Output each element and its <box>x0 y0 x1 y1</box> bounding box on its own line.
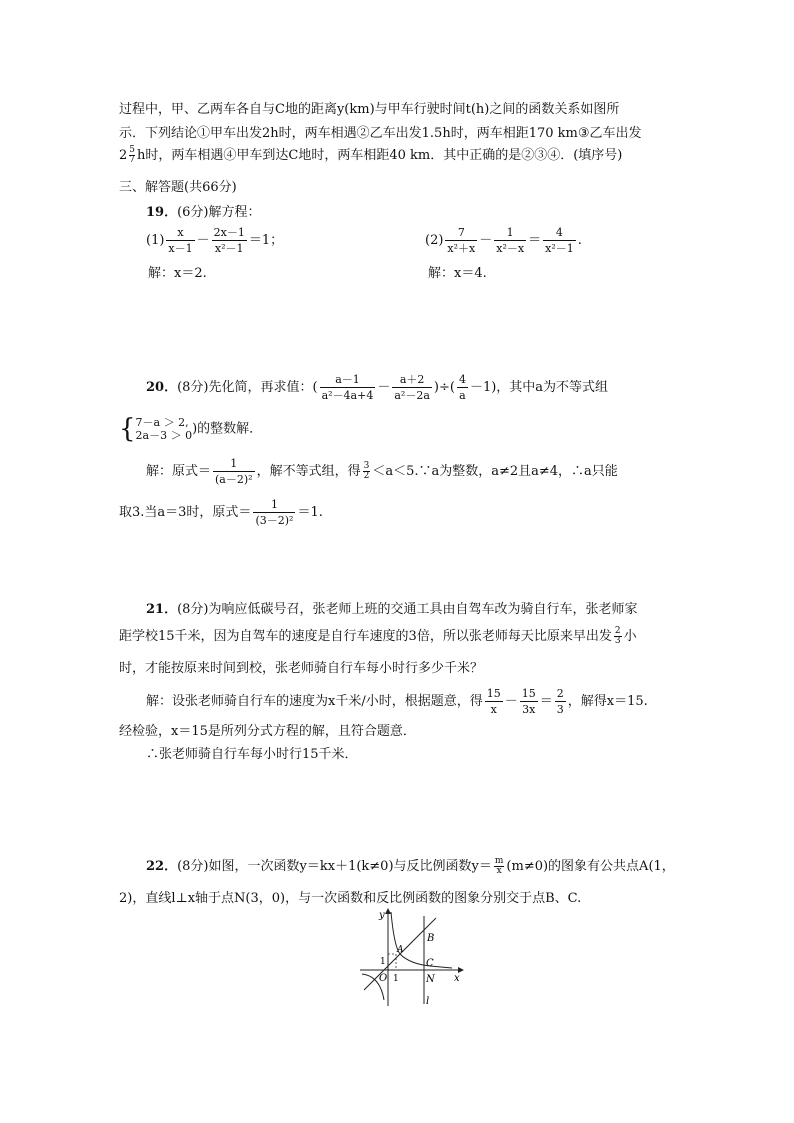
point-a-label: A <box>397 945 404 955</box>
q20-text-b: )÷( <box>433 380 455 395</box>
numerator: 2x－1 <box>213 226 245 239</box>
denominator: a <box>457 387 468 401</box>
q19-p2-label: (2) <box>425 233 444 248</box>
intro-line-1: 过程中，甲、乙两车各自与C地的距离y(km)与甲车行驶时间t(h)之间的函数关系如图所 <box>119 102 620 117</box>
numerator: 15 <box>521 687 536 700</box>
q19-part1 <box>146 227 283 254</box>
q21-ans-b: ，解得x＝15. <box>567 694 648 709</box>
x-axis-label: x <box>454 973 460 984</box>
fraction <box>445 227 477 254</box>
q20-answer-1 <box>146 458 618 485</box>
q19-part2 <box>425 227 582 254</box>
denominator: x²－1 <box>212 240 247 254</box>
q21-text-2a: 距学校15千米，因为自驾车的速度是自行车速度的3倍，所以张老师每天比原来早出发 <box>119 629 612 644</box>
q19-number: 19． <box>146 205 178 220</box>
numerator: 4 <box>555 226 563 239</box>
denominator: x²－x <box>496 242 525 255</box>
denominator: x <box>485 701 503 715</box>
fraction <box>213 458 255 485</box>
q19-p1-rhs: ＝1； <box>248 233 284 248</box>
numerator: a－1 <box>335 373 360 386</box>
tick-y-label: 1 <box>380 957 386 967</box>
fraction <box>555 688 566 715</box>
q21-line-3: 时，才能按原来时间到校，张老师骑自行车每小时行多少千米？ <box>119 661 484 676</box>
fraction <box>363 462 371 481</box>
q22-text-1a: 如图，一次函数y＝kx＋1(k≠0)与反比例函数y＝ <box>208 859 492 874</box>
q19-p1-label: (1) <box>146 233 165 248</box>
numerator: 15 <box>486 687 501 700</box>
q20-ans2-b: ＝1. <box>297 505 323 520</box>
q20-number: 20． <box>146 380 178 395</box>
denominator: x－1 <box>168 242 193 255</box>
q19-p1-answer: 解：x＝2. <box>148 266 207 281</box>
y-axis-label: y <box>379 910 385 921</box>
fraction <box>485 688 503 715</box>
numerator: 2 <box>556 687 564 700</box>
fraction <box>212 227 247 254</box>
origin-label: O <box>379 973 388 984</box>
point-b-label: B <box>427 933 435 944</box>
denominator: (a－2)² <box>215 473 253 486</box>
q22-number: 22． <box>146 859 178 874</box>
q22-text-1b: (m≠0)的图象有公共点A(1， <box>506 859 675 874</box>
numerator: 2 <box>614 626 621 636</box>
denominator: 2 <box>363 471 370 481</box>
equals: ＝ <box>528 233 542 248</box>
inequality-system <box>136 416 193 442</box>
fraction <box>457 374 468 401</box>
q20-line-2 <box>119 416 262 442</box>
q22-line-1 <box>146 857 675 876</box>
numerator: x <box>177 226 184 239</box>
q22-line-2: 2)，直线l⊥x轴于点N(3，0)，与一次函数和反比例函数的图象分别交于点B、C. <box>119 891 582 906</box>
section-title: 三、解答题(共66分) <box>119 180 237 195</box>
tick-x-label: 1 <box>393 974 399 984</box>
q20-ans-c: ＜a＜5.∵a为整数，a≠2且a≠4，∴a只能 <box>372 464 618 479</box>
denominator: 3x <box>520 701 538 715</box>
q20-line-1 <box>146 374 608 401</box>
numerator: 1 <box>270 498 278 511</box>
operator: － <box>196 233 210 248</box>
inequality-1: 7－a ＞ 2, <box>135 416 189 429</box>
fraction <box>166 227 194 254</box>
denominator: 7 <box>129 155 136 165</box>
operator: － <box>479 233 493 248</box>
numerator: 1 <box>506 226 514 239</box>
q21-line-1 <box>146 603 638 616</box>
q21-check: 经检验，x＝15是所列分式方程的解，且符合题意． <box>119 724 416 739</box>
fraction <box>320 374 376 401</box>
intro-line3-post: h时，两车相遇④甲车到达C地时，两车相距40 km．其中正确的是②③④．(填序号) <box>137 148 623 163</box>
numerator: a＋2 <box>399 373 425 386</box>
hyperbola-branch-1 <box>391 912 452 968</box>
fraction <box>520 688 538 715</box>
q21-text-1: 为响应低碳号召，张老师上班的交通工具由自驾车改为骑自行车，张老师家 <box>208 602 638 617</box>
q20-text-c: －1)，其中a为不等式组 <box>469 380 609 395</box>
q20-text-a: 先化简，再求值：( <box>208 380 318 395</box>
q20-ans-a: 解：原式＝ <box>146 464 212 479</box>
q19-heading <box>146 206 261 219</box>
numerator: m <box>494 856 504 866</box>
q20-text-d: )的整数解． <box>192 421 263 437</box>
brace-icon: { <box>119 414 136 444</box>
fraction <box>253 499 295 526</box>
denominator: (3－2)² <box>255 514 294 527</box>
q21-line-2 <box>119 627 637 646</box>
denominator: x²＋x <box>447 242 476 255</box>
y-axis-arrow-icon <box>385 908 391 914</box>
q22-points: (8分) <box>177 859 209 874</box>
intro-line-3 <box>119 146 622 165</box>
line-l-label: l <box>426 996 430 1007</box>
numerator: 3 <box>363 461 370 471</box>
numerator: 1 <box>230 457 238 470</box>
q19-p2-end: . <box>577 233 582 248</box>
fraction <box>543 227 576 254</box>
intro-line3-pre: 2 <box>119 148 128 163</box>
denominator: 3 <box>614 636 621 646</box>
q20-ans-b: ，解不等式组，得 <box>256 464 361 479</box>
fraction <box>614 627 622 646</box>
fraction <box>494 227 526 254</box>
point-n-label: N <box>426 974 435 985</box>
q19-p2-answer: 解：x＝4. <box>428 266 487 281</box>
inequality-2: 2a－3 ＞ 0 <box>135 429 193 442</box>
denominator: x <box>494 866 505 876</box>
q21-ans-a: 解：设张老师骑自行车的速度为x千米/小时，根据题意，得 <box>146 694 483 709</box>
q20-ans2-a: 取3.当a＝3时，原式＝ <box>119 505 252 520</box>
point-c-label: C <box>426 958 434 969</box>
q21-number: 21． <box>146 602 178 617</box>
fraction <box>392 374 432 401</box>
denominator: a²－2a <box>394 389 430 402</box>
numerator: 7 <box>457 226 465 239</box>
q19-points: (6分)解方程： <box>177 205 261 220</box>
q20-points: (8分) <box>177 380 209 395</box>
intro-line-2: 示．下列结论①甲车出发2h时，两车相遇②乙车出发1.5h时，两车相距170 km③乙车出发 <box>119 126 642 141</box>
q21-points: (8分) <box>177 602 209 617</box>
equals: ＝ <box>539 694 553 709</box>
q21-answer <box>146 688 648 715</box>
q20-answer-2 <box>119 499 323 526</box>
operator: － <box>504 694 518 709</box>
numerator: 4 <box>458 373 466 386</box>
fraction <box>494 857 505 876</box>
numerator: 5 <box>129 145 136 155</box>
function-graph <box>360 908 470 1008</box>
q21-text-2b: 小 <box>623 629 637 644</box>
operator: － <box>377 380 391 395</box>
denominator: x²－1 <box>545 242 574 255</box>
q21-conclusion: ∴张老师骑自行车每小时行15千米． <box>146 747 358 762</box>
fraction <box>129 146 135 165</box>
denominator: a²－4a+4 <box>321 389 374 402</box>
denominator: 3 <box>556 703 564 716</box>
